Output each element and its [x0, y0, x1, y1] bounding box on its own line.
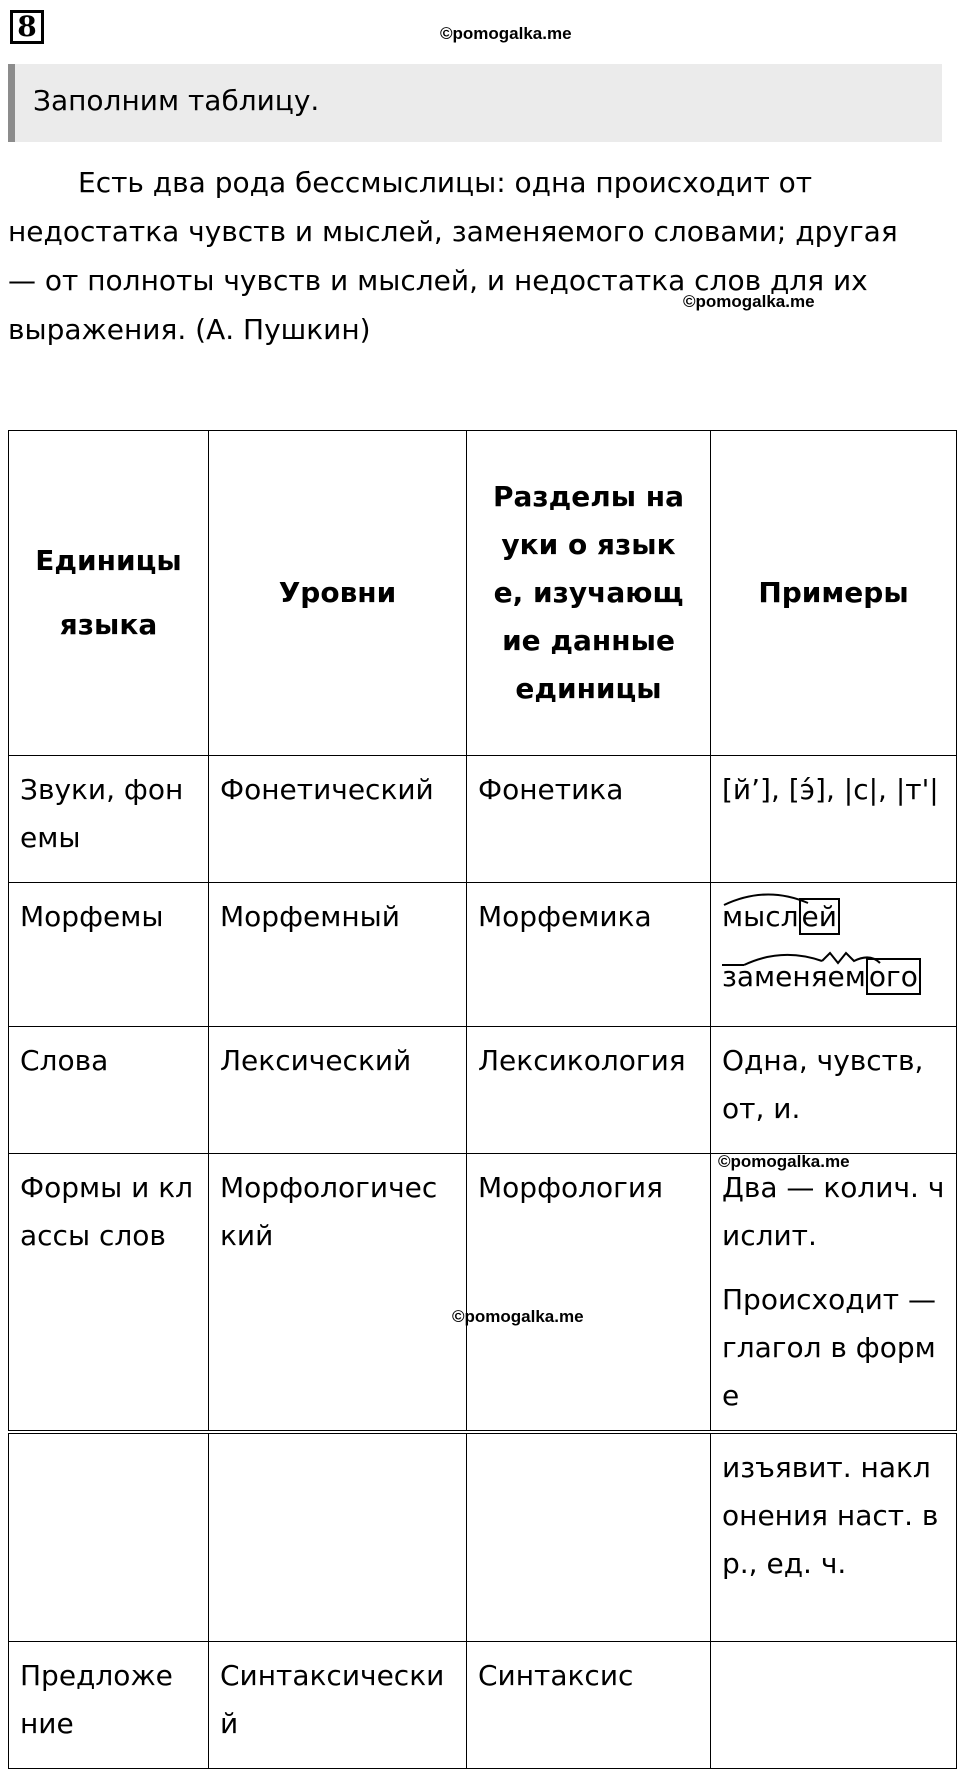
table-row: [9, 883, 957, 1027]
header-levels: Уровни: [209, 431, 467, 756]
example-verb: Происходит — глагол в форме: [722, 1283, 937, 1412]
table-row: [9, 756, 957, 883]
example-numeral: Два — колич. числит.: [722, 1171, 945, 1252]
cell-level: Синтаксически й: [209, 1642, 467, 1769]
cell-section: [467, 1432, 711, 1642]
word-1-ending: ей: [799, 898, 840, 935]
table-row: [9, 1154, 957, 1432]
watermark: ©pomogalka.me: [718, 1152, 850, 1171]
cell-level: Фонетический: [209, 756, 467, 883]
watermark: ©pomogalka.me: [683, 292, 815, 311]
cell-example: [711, 1642, 957, 1769]
table-row: [9, 1027, 957, 1154]
word-2-root: заменяем: [722, 960, 866, 993]
word-1-root: мысл: [722, 900, 799, 933]
cell-unit: Слова: [9, 1027, 209, 1154]
table-row: [9, 1432, 957, 1642]
morpheme-word-1: [722, 887, 946, 947]
cell-unit: Предложе ние: [9, 1642, 209, 1769]
morpheme-word-2: [722, 947, 946, 1007]
watermark: ©pomogalka.me: [440, 24, 572, 43]
cell-unit: Формы и классы слов: [9, 1154, 209, 1432]
suffix-arc-icon: [722, 949, 882, 971]
cell-example-morphemes: [711, 883, 957, 1027]
root-arc-icon: [722, 889, 812, 909]
task-header-title: Заполним таблицу.: [33, 84, 320, 117]
header-units: Единицы языка: [9, 431, 209, 756]
table-header-row: [9, 431, 957, 756]
cell-example: [711, 1154, 957, 1432]
cell-section: Лексикология: [467, 1027, 711, 1154]
quote-text: Есть два рода бессмыслицы: одна происходит от недостатка чувств и мыслей, заменяемого словами; другая — от полноты чувств и мыслей, и недостатка слов для их выражения. (А. Пушкин): [8, 166, 898, 346]
task-header: [8, 64, 942, 142]
cell-example: Одна, чувств, от, и.: [711, 1027, 957, 1154]
language-units-table: [8, 430, 957, 1769]
cell-example: изъявит. наклонения наст. вр., ед. ч.: [711, 1432, 957, 1642]
cell-section: Морфология: [467, 1154, 711, 1432]
cell-unit: Морфемы: [9, 883, 209, 1027]
cell-example: [й’], [э́], |с|, |т'|: [711, 756, 957, 883]
cell-unit: Звуки, фонемы: [9, 756, 209, 883]
cell-level: Морфологичес кий: [209, 1154, 467, 1432]
cell-level: [209, 1432, 467, 1642]
header-examples: Примеры: [711, 431, 957, 756]
task-number: 8: [10, 10, 44, 44]
cell-level: Морфемный: [209, 883, 467, 1027]
table-row: [9, 1642, 957, 1769]
watermark: ©pomogalka.me: [452, 1307, 584, 1326]
cell-section: Синтаксис: [467, 1642, 711, 1769]
cell-section: Морфемика: [467, 883, 711, 1027]
cell-section: Фонетика: [467, 756, 711, 883]
cell-unit: [9, 1432, 209, 1642]
word-2-ending: ого: [866, 958, 921, 995]
header-sections: Разделы науки о языке, изучающие данные единицы: [467, 431, 711, 756]
cell-level: Лексический: [209, 1027, 467, 1154]
